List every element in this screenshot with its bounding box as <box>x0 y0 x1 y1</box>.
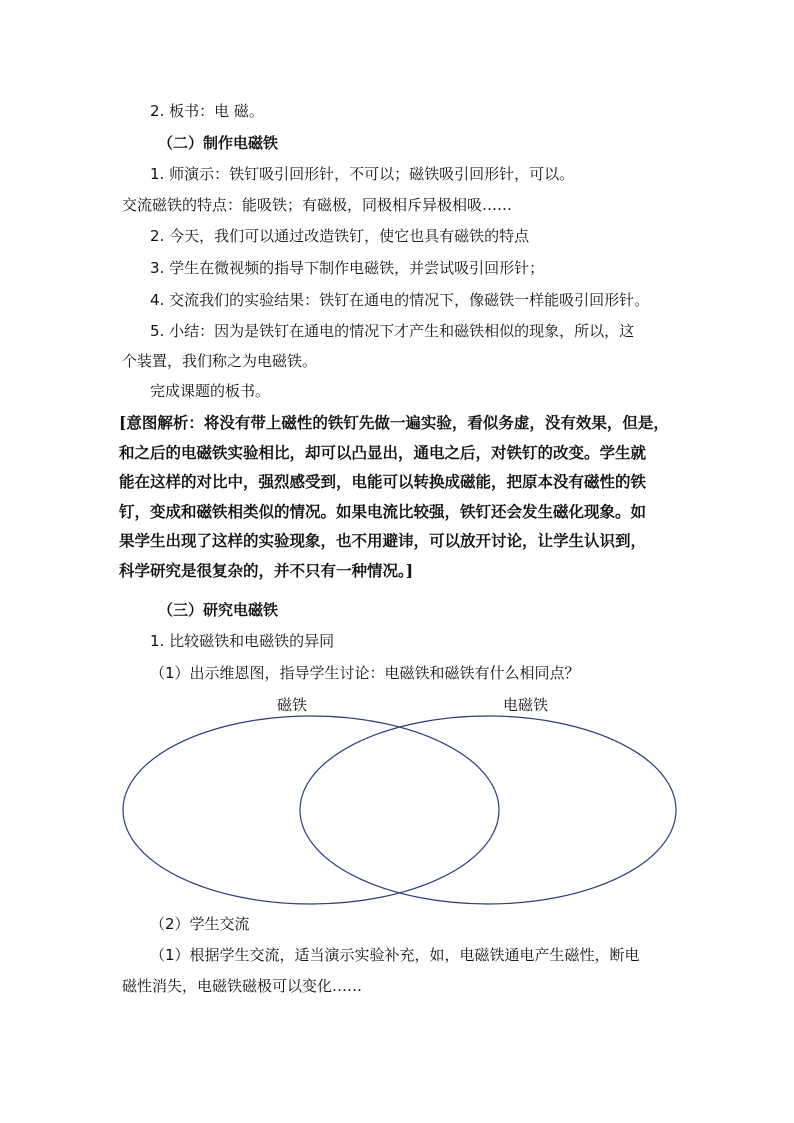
paragraph: （1）出示维恩图，指导学生讨论：电磁铁和磁铁有什么相同点？ <box>150 664 580 682</box>
paragraph: 1. 师演示：铁钉吸引回形针，不可以；磁铁吸引回形针，可以。 <box>150 165 575 183</box>
paragraph: （2）学生交流 <box>150 915 250 933</box>
note-line: 和之后的电磁铁实验相比，却可以凸显出，通电之后，对铁钉的改变。学生就 <box>119 442 647 462</box>
section-heading-2: （二）制作电磁铁 <box>158 134 279 152</box>
note-line: 果学生出现了这样的实验现象，也不用避讳，可以放开讨论，让学生认识到， <box>119 531 647 550</box>
note-line: 能在这样的对比中，强烈感受到，电能可以转换成磁能，把原本没有磁性的铁 <box>119 472 647 491</box>
paragraph: 交流磁铁的特点：能吸铁；有磁极，同极相斥异极相吸…… <box>122 196 513 214</box>
board-note-line: 2. 板书：电 磁。 <box>150 102 264 120</box>
section-heading-3: （三）研究电磁铁 <box>158 601 279 619</box>
note-line: 科学研究是很复杂的，并不只有一种情况。] <box>119 560 414 580</box>
paragraph: 4. 交流我们的实验结果：铁钉在通电的情况下，像磁铁一样能吸引回形针。 <box>150 291 650 309</box>
paragraph: 磁性消失，电磁铁磁极可以变化…… <box>122 977 363 995</box>
venn-right-ellipse <box>300 716 676 904</box>
note-line: [意图解析：将没有带上磁性的铁钉先做一遍实验，看似务虚，没有效果，但是， <box>119 413 669 432</box>
paragraph: （1）根据学生交流，适当演示实验补充，如，电磁铁通电产生磁性，断电 <box>150 946 640 964</box>
paragraph: 完成课题的板书。 <box>150 382 271 400</box>
venn-label-electromagnet: 电磁铁 <box>503 696 549 714</box>
paragraph: 1. 比较磁铁和电磁铁的异同 <box>150 632 335 650</box>
note-line: 钉，变成和磁铁相类似的情况。如果电流比较强，铁钉还会发生磁化现象。如 <box>119 501 647 521</box>
paragraph: 5. 小结：因为是铁钉在通电的情况下才产生和磁铁相似的现象，所以，这 <box>150 322 635 340</box>
venn-left-ellipse <box>123 716 499 904</box>
venn-label-magnet: 磁铁 <box>277 696 308 714</box>
paragraph: 3. 学生在微视频的指导下制作电磁铁，并尝试吸引回形针； <box>150 259 545 277</box>
paragraph: 2. 今天，我们可以通过改造铁钉，使它也具有磁铁的特点 <box>150 227 530 245</box>
paragraph: 个装置，我们称之为电磁铁。 <box>122 352 318 370</box>
